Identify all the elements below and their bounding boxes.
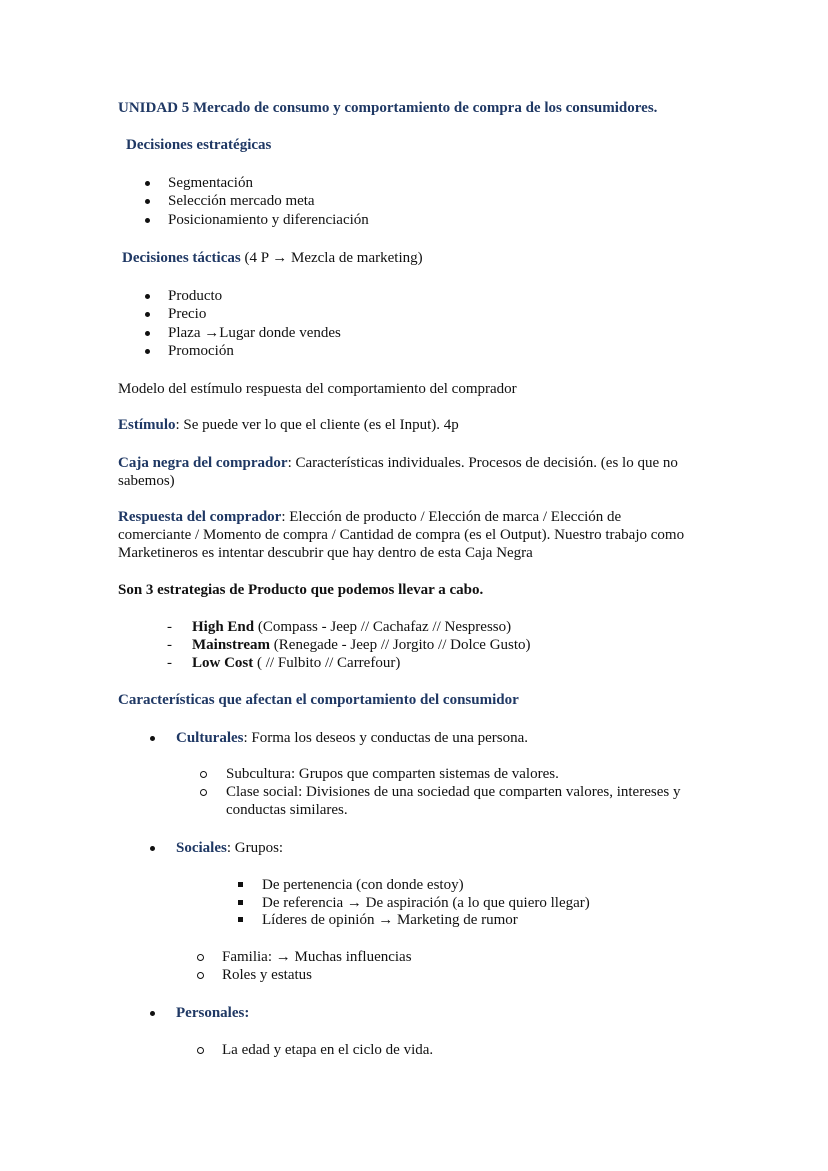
paragraph-respuesta: [118, 508, 621, 526]
square-bullet-icon: [238, 911, 246, 929]
list-item: Líderes de opinión → Marketing de rumor: [262, 912, 518, 928]
list-item: Clase social: Divisiones de una sociedad que comparten valores, intereses y: [226, 784, 681, 800]
definition: : Se puede ver lo que el cliente (es el Input). 4p: [175, 417, 459, 433]
list-item: Subcultura: Grupos que comparten sistemas de valores.: [226, 766, 559, 782]
list-item-personales: Personales:: [176, 1005, 250, 1021]
definition: : Grupos:: [226, 840, 284, 856]
bullet-icon: [145, 174, 153, 192]
circle-bullet-icon: [197, 1041, 205, 1059]
circle-bullet-icon: [200, 765, 208, 783]
paragraph-respuesta-cont: comerciante / Momento de compra / Cantidad de compra (es el Output). Nuestro trabajo como: [118, 527, 685, 543]
square-bullet-icon: [238, 876, 246, 894]
dash-icon: -: [167, 619, 172, 635]
dash-icon: -: [167, 637, 172, 653]
circle-bullet-icon: [197, 966, 205, 984]
definition: (Compass - Jeep // Cachafaz // Nespresso): [254, 619, 512, 635]
list-item: Plaza →Lugar donde vendes: [168, 325, 341, 341]
circle-bullet-icon: [197, 948, 205, 966]
term: Caja negra del comprador: [118, 455, 288, 471]
dash-icon: -: [167, 655, 172, 671]
term: Estímulo: [118, 417, 176, 433]
list-item: Familia: → Muchas influencias: [222, 949, 412, 965]
bullet-icon: [145, 287, 153, 305]
term: Mainstream: [192, 637, 271, 653]
paragraph-respuesta-cont: Marketineros es intentar descubrir que hay dentro de esta Caja Negra: [118, 545, 533, 561]
definition: : Características individuales. Procesos de decisión. (es lo que no: [287, 455, 678, 471]
term: Culturales: [176, 730, 244, 746]
square-bullet-icon: [238, 894, 246, 912]
list-item: Producto: [168, 288, 223, 304]
paragraph-caja: [118, 454, 678, 472]
term: Sociales: [176, 840, 227, 856]
term: High End: [192, 619, 255, 635]
list-item-sociales: [176, 839, 283, 857]
list-item: Selección mercado meta: [168, 193, 315, 209]
list-item: Roles y estatus: [222, 967, 312, 983]
definition: (Renegade - Jeep // Jorgito // Dolce Gusto): [270, 637, 531, 653]
circle-bullet-icon: [200, 783, 208, 801]
bullet-icon: [145, 305, 153, 323]
heading-tacticas-note: (4 P → Mezcla de marketing): [240, 250, 423, 266]
bullet-icon: [150, 729, 158, 747]
paragraph-caja-cont: sabemos): [118, 473, 175, 489]
heading-tacticas: [122, 249, 423, 267]
bullet-icon: [145, 211, 153, 229]
list-item: De pertenencia (con donde estoy): [262, 877, 464, 893]
list-item: Posicionamiento y diferenciación: [168, 212, 369, 228]
list-item: Precio: [168, 306, 207, 322]
list-item: De referencia → De aspiración (a lo que quiero llegar): [262, 895, 590, 911]
term: Low Cost: [192, 655, 254, 671]
heading-tacticas-term: Decisiones tácticas: [122, 250, 241, 266]
list-item: [192, 636, 531, 654]
bullet-icon: [145, 324, 153, 342]
list-item: [192, 618, 511, 636]
definition: : Forma los deseos y conductas de una persona.: [243, 730, 529, 746]
heading-estrategias: Son 3 estrategias de Producto que podemos llevar a cabo.: [118, 582, 484, 598]
bullet-icon: [145, 192, 153, 210]
bullet-icon: [150, 1004, 158, 1022]
heading-caracteristicas: Características que afectan el comportamiento del consumidor: [118, 692, 519, 708]
list-item-culturales: [176, 729, 528, 747]
document-title: UNIDAD 5 Mercado de consumo y comportamiento de compra de los consumidores.: [118, 100, 658, 116]
list-item: La edad y etapa en el ciclo de vida.: [222, 1042, 434, 1058]
list-item: Segmentación: [168, 175, 253, 191]
definition: : Elección de producto / Elección de marca / Elección de: [281, 509, 622, 525]
term: Respuesta del comprador: [118, 509, 282, 525]
paragraph-modelo: Modelo del estímulo respuesta del comportamiento del comprador: [118, 381, 517, 397]
definition: ( // Fulbito // Carrefour): [253, 655, 401, 671]
paragraph-estimulo: [118, 416, 459, 434]
list-item: [192, 654, 400, 672]
heading-estrategicas: Decisiones estratégicas: [126, 137, 272, 153]
list-item-cont: conductas similares.: [226, 802, 348, 818]
bullet-icon: [150, 839, 158, 857]
list-item: Promoción: [168, 343, 234, 359]
bullet-icon: [145, 342, 153, 360]
